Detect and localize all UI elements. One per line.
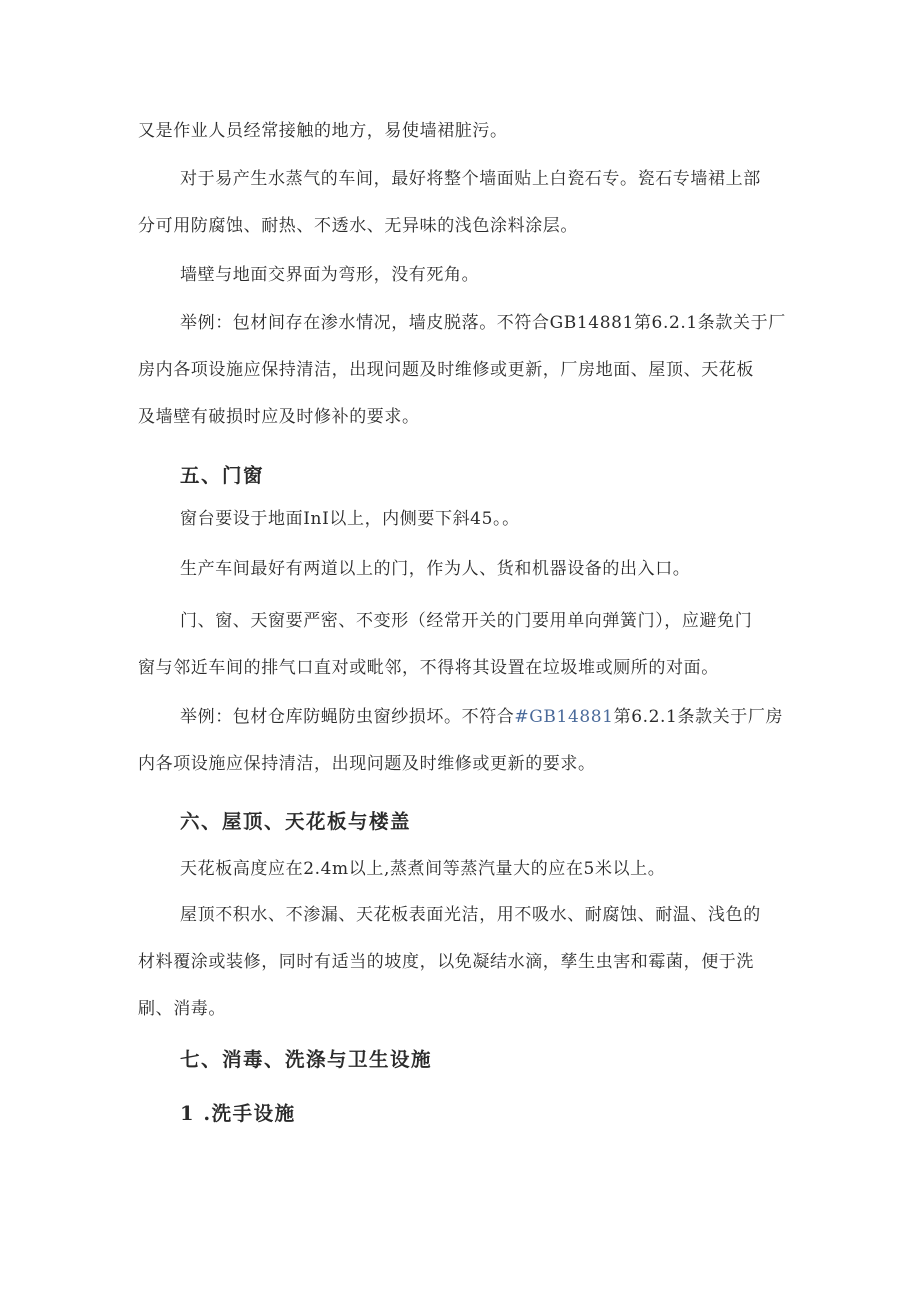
text-line: 及墙壁有破损时应及时修补的要求。 (138, 407, 420, 427)
text-line: 门、窗、天窗要严密、不变形（经常开关的门要用单向弹簧门），应避免门 (180, 611, 753, 631)
text-line: 屋顶不积水、不渗漏、天花板表面光洁，用不吸水、耐腐蚀、耐温、浅色的 (180, 905, 761, 925)
text-line: 窗与邻近车间的排气口直对或毗邻，不得将其设置在垃圾堆或厕所的对面。 (138, 658, 719, 678)
text-line (138, 694, 788, 741)
subsection-heading-handwashing: 1 .洗手设施 (180, 1102, 296, 1125)
text-line: 天花板高度应在2.4m以上,蒸煮间等蒸汽量大的应在5米以上。 (180, 859, 666, 879)
paragraph-ceiling-height (138, 846, 788, 893)
paragraph-tile-walls (138, 156, 788, 250)
example-prefix: 举例：包材仓库防蝇防虫窗纱损坏。不符合 (180, 707, 515, 727)
text-line: 分可用防腐蚀、耐热、不透水、无异味的浅色涂料涂层。 (138, 216, 578, 236)
text-line: 材料覆涂或装修，同时有适当的坡度，以免凝结水滴，孳生虫害和霉菌，便于洗 (138, 952, 754, 972)
text-line: 窗台要设于地面InI以上，内侧要下斜45。。 (180, 509, 520, 529)
paragraph-wall-floor-junction (138, 252, 788, 299)
text-line: 刷、消毒。 (138, 999, 226, 1019)
section-heading-doors-windows: 五、门窗 (180, 464, 265, 487)
text-line: 生产车间最好有两道以上的门，作为人、货和机器设备的出入口。 (180, 559, 691, 579)
paragraph-window-sill (138, 496, 788, 543)
text-line: 内各项设施应保持清洁，出现问题及时维修或更新的要求。 (138, 754, 596, 774)
text-line: 又是作业人员经常接触的地方，易使墙裙脏污。 (138, 121, 508, 141)
paragraph-wall-skirt-dirty (138, 108, 788, 155)
example-suffix: 第6.2.1条款关于厂房 (613, 707, 784, 727)
text-line: 房内各项设施应保持清洁，出现问题及时维修或更新，厂房地面、屋顶、天花板 (138, 360, 754, 380)
paragraph-roof-requirements (138, 892, 788, 1033)
section-heading-roof-ceiling: 六、屋顶、天花板与楼盖 (180, 810, 412, 833)
paragraph-workshop-doors (138, 546, 788, 593)
paragraph-example-packaging-room (138, 300, 788, 441)
paragraph-doors-windows-sealed (138, 598, 788, 692)
standard-reference-link[interactable]: #GB14881 (514, 707, 614, 727)
paragraph-example-screen-damage (138, 694, 788, 788)
text-line: 对于易产生水蒸气的车间，最好将整个墙面贴上白瓷石专。瓷石专墙裙上部 (180, 169, 761, 189)
text-line: 举例：包材间存在渗水情况，墙皮脱落。不符合GB14881第6.2.1条款关于厂 (180, 313, 786, 333)
text-line: 墙壁与地面交界面为弯形，没有死角。 (180, 265, 480, 285)
section-heading-sanitation-facilities: 七、消毒、洗涤与卫生设施 (180, 1048, 433, 1071)
